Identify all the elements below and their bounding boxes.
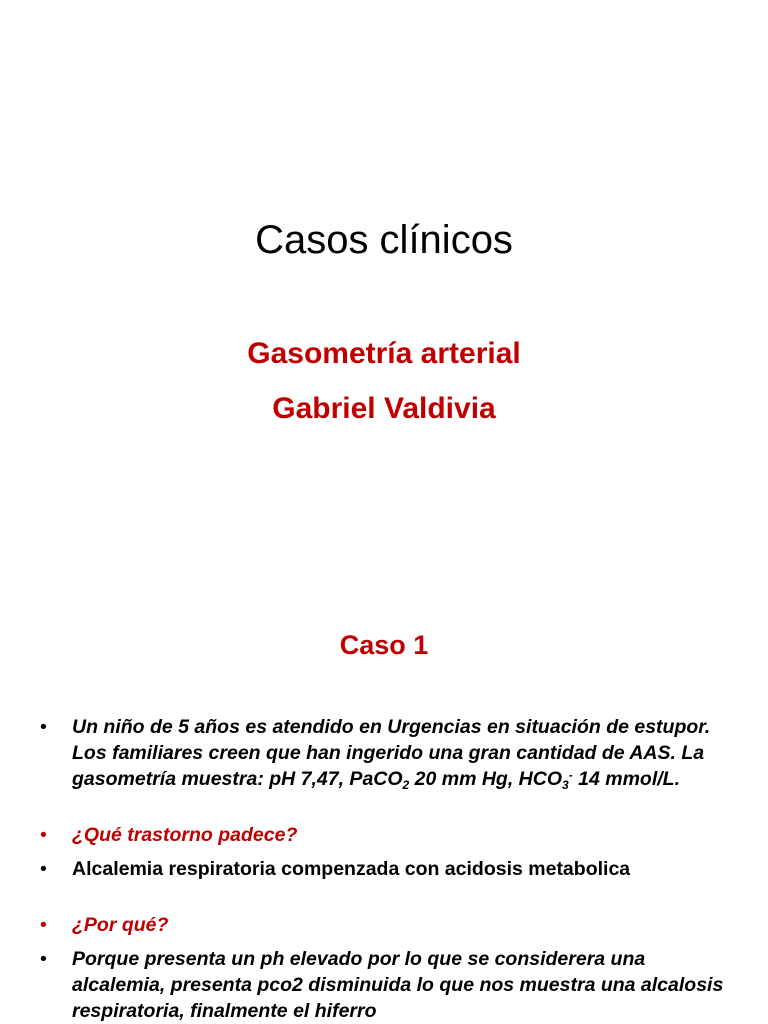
answer-2-text: Porque presenta un ph elevado por lo que se considerera una alcalemia, presenta pco2 disminuida lo que nos muestra una alcalosis respiratoria, finalmente el hiferro xyxy=(72,948,724,1022)
case-text-part2: 20 mm Hg, HCO xyxy=(409,768,563,790)
bullet-answer-2 xyxy=(40,946,740,1024)
hco3-superscript: - xyxy=(568,768,573,782)
bullet-icon: • xyxy=(40,948,47,970)
case-text-part1: Un niño de 5 años es atendido en Urgencias en situación de estupor. Los familiares creen que han ingerido una gran cantidad de AAS. La gasometría muestra: pH 7,47, PaCO xyxy=(72,716,711,790)
paco2-subscript: 2 xyxy=(402,778,410,792)
bullet-icon: • xyxy=(40,716,47,738)
question-1-text: ¿Qué trastorno padece? xyxy=(72,824,298,846)
case-slide xyxy=(0,600,768,1024)
case-text-part3: 14 mmol/L. xyxy=(572,768,680,790)
bullet-question-2 xyxy=(40,912,740,938)
bullet-icon: • xyxy=(40,824,47,846)
slide-title: Casos clínicos xyxy=(255,218,513,262)
question-2-text: ¿Por qué? xyxy=(72,914,169,936)
bullet-question-1 xyxy=(40,822,740,848)
bullet-case-description xyxy=(40,714,740,792)
bullet-list xyxy=(40,714,740,1024)
answer-1-text: Alcalemia respiratoria compenzada con acidosis metabolica xyxy=(72,858,631,880)
subtitle-author: Gabriel Valdivia xyxy=(272,392,496,425)
bullet-icon: • xyxy=(40,858,47,880)
bullet-answer-1 xyxy=(40,856,740,882)
subtitle-topic: Gasometría arterial xyxy=(247,337,521,370)
case-title: Caso 1 xyxy=(339,630,429,660)
bullet-icon: • xyxy=(40,914,47,936)
hco3-subscript: 3 xyxy=(562,778,569,792)
